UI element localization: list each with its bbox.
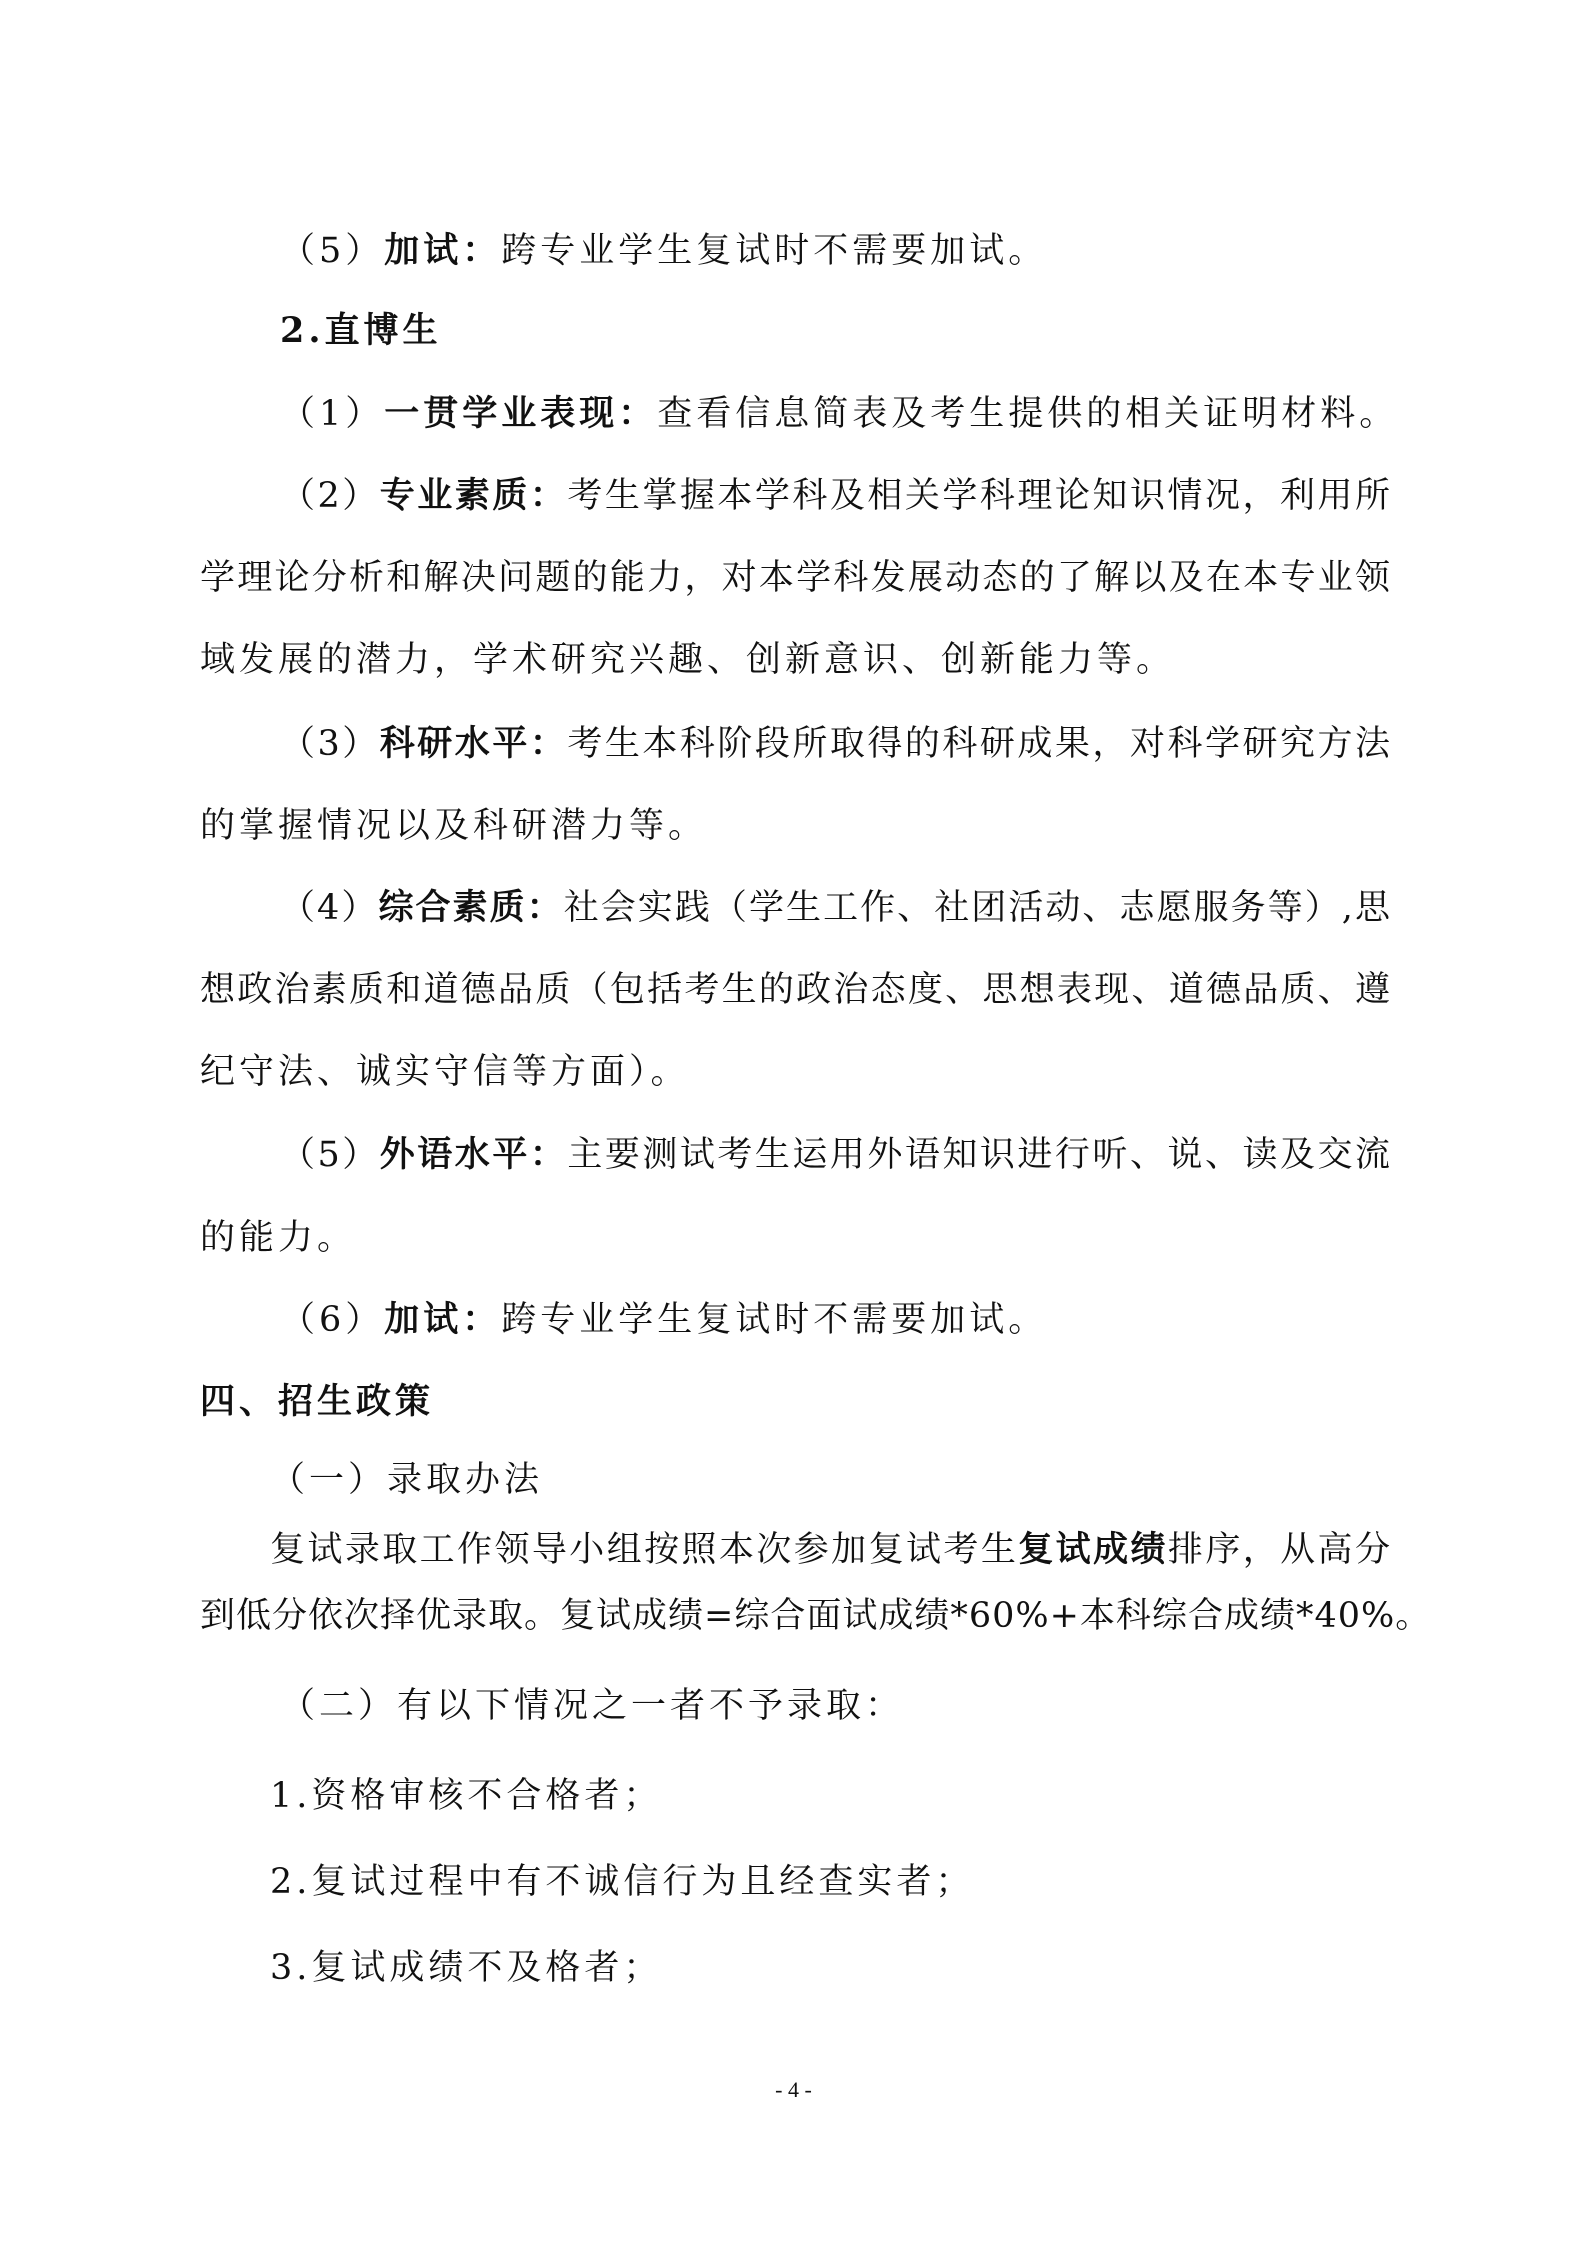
paragraph-line: 学理论分析和解决问题的能力，对本学科发展动态的了解以及在本专业领 xyxy=(200,558,1390,598)
item-number: （4） xyxy=(280,888,379,928)
item-label: 一贯学业表现： xyxy=(384,393,658,434)
paragraph-line: 复试录取工作领导小组按照本次参加复试考生复试成绩排序，从高分 xyxy=(270,1529,1390,1570)
item-label: 综合素质： xyxy=(378,887,564,928)
section-heading: 2.直博生 xyxy=(280,310,442,351)
paragraph-line xyxy=(280,886,1390,930)
list-item: 2.复试过程中有不诚信行为且经查实者； xyxy=(270,1862,975,1902)
item-number: （1） xyxy=(280,394,385,434)
item-text: 跨专业学生复试时不需要加试。 xyxy=(501,1300,1048,1340)
emphasis-text: 复试成绩 xyxy=(1018,1529,1168,1570)
item-number: （3） xyxy=(280,724,380,764)
paragraph-line: 的能力。 xyxy=(200,1218,357,1258)
list-item: 3.复试成绩不及格者； xyxy=(270,1948,663,1988)
paragraph-line: 纪守法、诚实守信等方面）。 xyxy=(200,1052,690,1092)
subsection-heading: （一）录取办法 xyxy=(270,1460,544,1500)
item-label: 外语水平： xyxy=(379,1134,568,1175)
paragraph-line: 想政治素质和道德品质（包括考生的政治态度、思想表现、道德品质、遵 xyxy=(200,970,1390,1010)
paragraph-line xyxy=(280,392,1399,436)
subsection-heading: （二）有以下情况之一者不予录取： xyxy=(280,1686,905,1726)
paragraph-line: 域发展的潜力，学术研究兴趣、创新意识、创新能力等。 xyxy=(200,640,1176,680)
item-label: 加试： xyxy=(384,1299,502,1340)
item-number: （6） xyxy=(280,1300,385,1340)
item-number: （2） xyxy=(280,476,380,516)
item-number: （5） xyxy=(280,231,385,271)
list-item: 1.资格审核不合格者； xyxy=(270,1776,663,1816)
item-text: 主要测试考生运用外语知识进行听、说、读及交流 xyxy=(567,1135,1390,1175)
item-number: （5） xyxy=(280,1135,380,1175)
paragraph-line xyxy=(280,229,1390,273)
section-heading: 四、招生政策 xyxy=(200,1381,435,1422)
paragraph-line: 的掌握情况以及科研潜力等。 xyxy=(200,806,708,846)
item-label: 科研水平： xyxy=(379,723,568,764)
item-label: 专业素质： xyxy=(379,475,568,516)
item-label: 加试： xyxy=(384,230,502,271)
paragraph-line xyxy=(280,1133,1390,1177)
item-text: 考生本科阶段所取得的科研成果，对科学研究方法 xyxy=(567,724,1390,764)
paragraph-line: 到低分依次择优录取。复试成绩=综合面试成绩*60%+本科综合成绩*40%。 xyxy=(200,1596,1432,1636)
item-text: 查看信息简表及考生提供的相关证明材料。 xyxy=(657,394,1399,434)
item-text: 考生掌握本学科及相关学科理论知识情况，利用所 xyxy=(567,476,1390,516)
page-number: - 4 - xyxy=(775,2077,812,2102)
paragraph-line xyxy=(280,1298,1390,1342)
paragraph-line xyxy=(280,722,1390,766)
paragraph-line xyxy=(280,474,1390,518)
item-text: 跨专业学生复试时不需要加试。 xyxy=(501,231,1048,271)
item-text: 社会实践（学生工作、社团活动、志愿服务等）,思 xyxy=(563,888,1390,928)
